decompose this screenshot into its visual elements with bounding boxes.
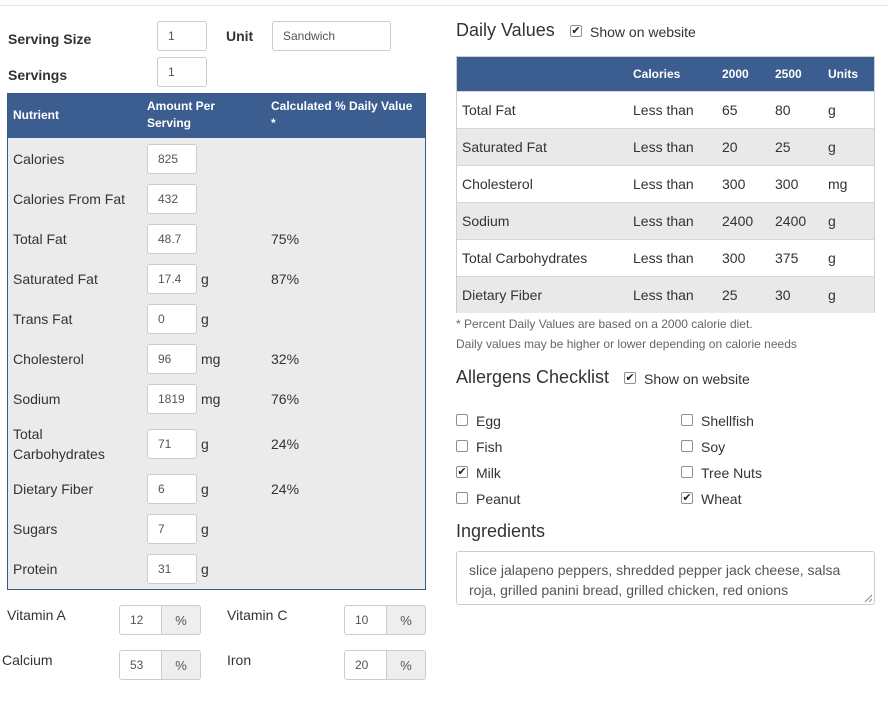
vitamin-c-label: Vitamin C — [227, 607, 288, 623]
nutrient-name-line1: Total — [13, 426, 43, 442]
dv-name: Total Fat — [462, 102, 516, 118]
nutrient-name: Sugars — [13, 521, 58, 537]
nutrient-name: Cholesterol — [13, 351, 84, 367]
dv-row-total-carbohydrates — [457, 239, 874, 276]
allergen-milk-label[interactable]: Milk — [476, 465, 501, 481]
dv-row-saturated-fat — [457, 128, 874, 165]
dv-unit: g — [828, 250, 836, 266]
dv-unit: g — [828, 287, 836, 303]
dv-name: Saturated Fat — [462, 139, 547, 155]
nutrient-unit: g — [201, 561, 209, 577]
nutrient-unit: g — [201, 436, 209, 452]
dv-condition: Less than — [633, 250, 694, 266]
iron-label: Iron — [227, 652, 252, 668]
allergen-wheat-label[interactable]: Wheat — [701, 491, 742, 507]
allergen-milk-checkbox[interactable] — [456, 466, 468, 478]
nutrient-name: Sodium — [13, 391, 61, 407]
allergens-show-checkbox[interactable] — [624, 372, 636, 384]
nutrient-name: Saturated Fat — [13, 271, 98, 287]
percent-addon: % — [387, 650, 426, 680]
daily-values-show-label[interactable]: Show on website — [590, 24, 696, 40]
dv-2500: 80 — [775, 102, 791, 118]
nutrient-daily-percent: 24% — [271, 481, 300, 497]
dv-unit: g — [828, 102, 836, 118]
nutrient-unit: g — [201, 481, 209, 497]
dv-col-header-line1: Calculated % Daily Value — [271, 99, 413, 113]
resize-handle-icon[interactable] — [864, 594, 872, 602]
calcium-label: Calcium — [2, 652, 53, 668]
nutrient-unit: mg — [201, 391, 221, 407]
allergen-soy-checkbox[interactable] — [681, 440, 693, 452]
calcium-input[interactable]: 53 — [119, 650, 162, 680]
dv-row-cholesterol — [457, 165, 874, 202]
dv-condition: Less than — [633, 213, 694, 229]
daily-values-header — [457, 57, 874, 91]
nutrient-amount-input[interactable]: 7 — [147, 514, 197, 544]
percent-addon: % — [162, 605, 201, 635]
nutrient-table-header — [8, 94, 425, 138]
dv-2500: 375 — [775, 250, 799, 266]
dv-condition: Less than — [633, 102, 694, 118]
nutrient-daily-percent: 32% — [271, 351, 300, 367]
nutrient-name-line2: Carbohydrates — [13, 446, 105, 462]
dv-2500: 30 — [775, 287, 791, 303]
nutrient-amount-input[interactable]: 825 — [147, 144, 197, 174]
nutrient-amount-input[interactable]: 31 — [147, 554, 197, 584]
allergen-tree-nuts-checkbox[interactable] — [681, 466, 693, 478]
dv-unit: g — [828, 213, 836, 229]
allergen-peanut-checkbox[interactable] — [456, 492, 468, 504]
vitamin-a-label: Vitamin A — [7, 607, 66, 623]
vitamin-c-input-group — [344, 605, 426, 635]
dv-2000: 2400 — [722, 213, 754, 229]
vitamin-a-input-group — [119, 605, 201, 635]
check-icon: ✔ — [457, 466, 467, 478]
dv-2500: 300 — [775, 176, 799, 192]
dv-header-2000: 2000 — [722, 67, 749, 81]
dv-2000: 20 — [722, 139, 738, 155]
nutrient-daily-percent: 75% — [271, 231, 300, 247]
allergens-title: Allergens Checklist — [456, 367, 610, 387]
dv-condition: Less than — [633, 139, 694, 155]
dv-header-calories: Calories — [633, 67, 681, 81]
nutrient-daily-percent: 76% — [271, 391, 300, 407]
nutrient-amount-input[interactable]: 48.7 — [147, 224, 197, 254]
iron-input-group — [344, 650, 426, 680]
dv-unit: g — [828, 139, 836, 155]
nutrient-amount-input[interactable]: 96 — [147, 344, 197, 374]
unit-label: Unit — [226, 28, 254, 44]
iron-input[interactable]: 20 — [344, 650, 387, 680]
vitamin-a-input[interactable]: 12 — [119, 605, 162, 635]
dv-2500: 25 — [775, 139, 791, 155]
serving-size-input[interactable]: 1 — [157, 21, 207, 51]
nutrient-table — [7, 93, 426, 590]
allergen-wheat-checkbox[interactable] — [681, 492, 693, 504]
daily-values-title: Daily Values — [456, 20, 555, 40]
check-icon: ✔ — [571, 25, 581, 37]
nutrient-name: Total Fat — [13, 231, 67, 247]
daily-values-note-1: * Percent Daily Values are based on a 2000 calorie diet. — [456, 317, 753, 331]
vitamin-c-input[interactable]: 10 — [344, 605, 387, 635]
dv-2000: 65 — [722, 102, 738, 118]
percent-addon: % — [387, 605, 426, 635]
dv-name: Total Carbohydrates — [462, 250, 588, 266]
ingredients-title: Ingredients — [456, 521, 546, 541]
nutrient-unit: g — [201, 311, 209, 327]
top-divider — [0, 5, 889, 6]
daily-values-table — [456, 56, 875, 313]
nutrient-amount-input[interactable]: 432 — [147, 184, 197, 214]
dv-condition: Less than — [633, 287, 694, 303]
ingredients-textarea[interactable] — [456, 551, 875, 605]
unit-input[interactable]: Sandwich — [272, 21, 391, 51]
nutrient-name: Dietary Fiber — [13, 481, 94, 497]
allergen-shellfish-checkbox[interactable] — [681, 414, 693, 426]
nutrient-name: Calories From Fat — [13, 191, 126, 207]
nutrient-unit: mg — [201, 351, 221, 367]
dv-col-header-line2: * — [271, 116, 276, 130]
dv-name: Cholesterol — [462, 176, 533, 192]
allergen-shellfish-label[interactable]: Shellfish — [701, 413, 754, 429]
dv-condition: Less than — [633, 176, 694, 192]
daily-values-note-2: Daily values may be higher or lower depending on calorie needs — [456, 337, 797, 351]
dv-row-sodium — [457, 202, 874, 239]
nutrient-amount-input[interactable]: 0 — [147, 304, 197, 334]
dv-2000: 300 — [722, 250, 746, 266]
check-icon: ✔ — [625, 372, 635, 384]
allergen-egg-checkbox[interactable] — [456, 414, 468, 426]
allergen-soy-label[interactable]: Soy — [701, 439, 726, 455]
dv-2500: 2400 — [775, 213, 807, 229]
dv-row-total-fat — [457, 91, 874, 128]
dv-header-2500: 2500 — [775, 67, 802, 81]
allergen-peanut-label[interactable]: Peanut — [476, 491, 521, 507]
allergens-show-label[interactable]: Show on website — [644, 371, 750, 387]
allergen-fish-checkbox[interactable] — [456, 440, 468, 452]
serving-size-label: Serving Size — [8, 31, 92, 47]
check-icon: ✔ — [682, 492, 692, 504]
percent-addon: % — [162, 650, 201, 680]
dv-2000: 300 — [722, 176, 746, 192]
dv-2000: 25 — [722, 287, 738, 303]
nutrient-name: Protein — [13, 561, 58, 577]
daily-values-show-checkbox[interactable] — [570, 25, 582, 37]
nutrient-col-header: Nutrient — [13, 108, 59, 122]
servings-label: Servings — [8, 67, 68, 83]
allergen-fish-label[interactable]: Fish — [476, 439, 503, 455]
allergen-tree-nuts-label[interactable]: Tree Nuts — [701, 465, 762, 481]
nutrient-unit: g — [201, 521, 209, 537]
nutrient-amount-input[interactable]: 71 — [147, 429, 197, 459]
dv-name: Dietary Fiber — [462, 287, 543, 303]
nutrient-amount-input[interactable]: 17.4 — [147, 264, 197, 294]
calcium-input-group — [119, 650, 201, 680]
servings-input[interactable]: 1 — [157, 57, 207, 87]
nutrient-unit: g — [201, 271, 209, 287]
dv-unit: mg — [828, 176, 848, 192]
amount-col-header-line1: Amount Per — [147, 99, 216, 113]
nutrient-daily-percent: 24% — [271, 436, 300, 452]
dv-row-dietary-fiber — [457, 276, 874, 313]
dv-header-units: Units — [828, 67, 858, 81]
nutrient-daily-percent: 87% — [271, 271, 300, 287]
nutrient-amount-input[interactable]: 1819 — [147, 384, 197, 414]
amount-col-header-line2: Serving — [147, 116, 192, 130]
nutrient-amount-input[interactable]: 6 — [147, 474, 197, 504]
ingredients-text: slice jalapeno peppers, shredded pepper jack cheese, salsa roja, grilled panini bread, grilled chicken, red onions — [469, 562, 841, 598]
nutrient-name: Calories — [13, 151, 65, 167]
nutrient-name: Trans Fat — [13, 311, 73, 327]
dv-name: Sodium — [462, 213, 510, 229]
allergen-egg-label[interactable]: Egg — [476, 413, 501, 429]
